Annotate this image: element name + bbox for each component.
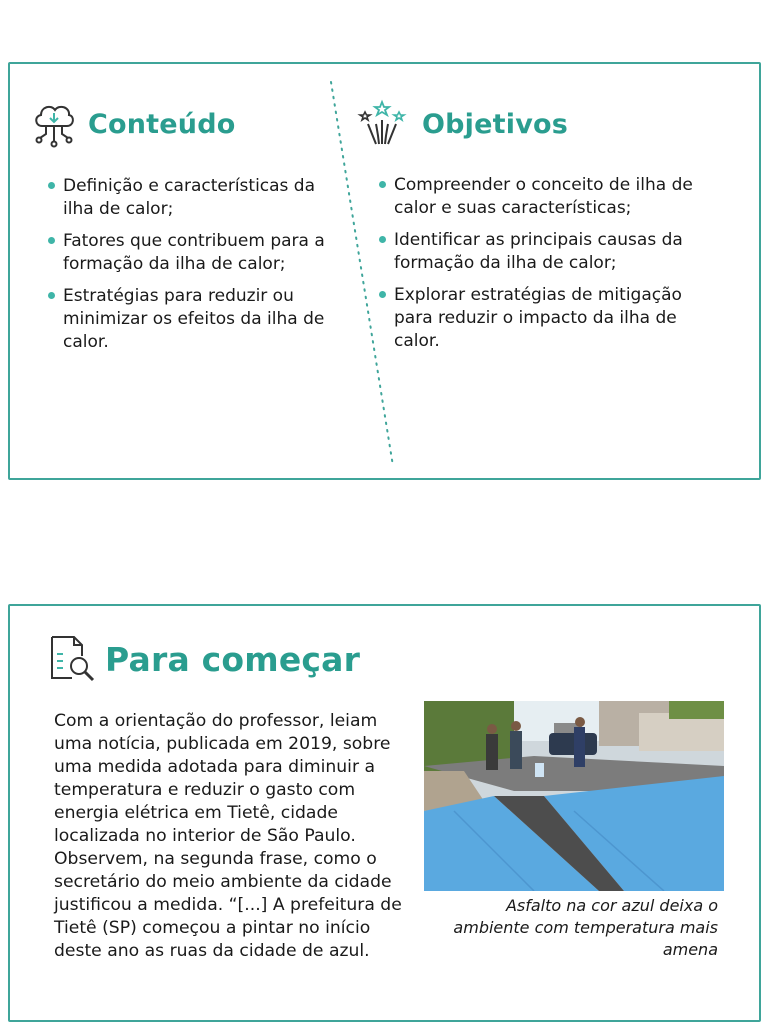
fireworks-icon [356, 98, 408, 150]
list-item: Explorar estratégias de mitigação para reduzir o impacto da ilha de calor. [377, 284, 717, 353]
objetivos-header [356, 98, 568, 150]
intro-paragraph: Com a orientação do professor, leiam uma notícia, publicada em 2019, sobre uma medida adotada para diminuir a temperatura e reduzir o gasto com energia elétrica em Tietê, cidade localizada no interior de São Paulo. Observem, na segunda frase, como o secretário do meio ambiente da cidade justificou a medida. “[...] A prefeitura de Tietê (SP) começou a pintar no início deste ano as ruas da cidade de azul. [54, 711, 402, 961]
para-comecar-title: Para começar [105, 639, 361, 679]
cloud-network-icon [32, 100, 76, 148]
conteudo-title: Conteúdo [88, 108, 236, 140]
list-item: Estratégias para reduzir ou minimizar os efeitos da ilha de calor. [46, 285, 326, 354]
list-item: Fatores que contribuem para a formação da ilha de calor; [46, 230, 326, 276]
list-item: Identificar as principais causas da formação da ilha de calor; [377, 229, 717, 275]
conteudo-header [32, 100, 236, 148]
list-item: Compreender o conceito de ilha de calor e suas características; [377, 174, 717, 220]
blue-street-image [424, 701, 724, 891]
objetivos-list [377, 174, 717, 362]
document-search-icon [48, 634, 96, 684]
photo-caption: Asfalto na cor azul deixa o ambiente com temperatura mais amena [453, 896, 718, 959]
conteudo-list [46, 175, 326, 363]
para-comecar-header [48, 634, 360, 684]
objetivos-title: Objetivos [422, 108, 569, 140]
street-photo [424, 701, 724, 891]
list-item: Definição e características da ilha de calor; [46, 175, 326, 221]
